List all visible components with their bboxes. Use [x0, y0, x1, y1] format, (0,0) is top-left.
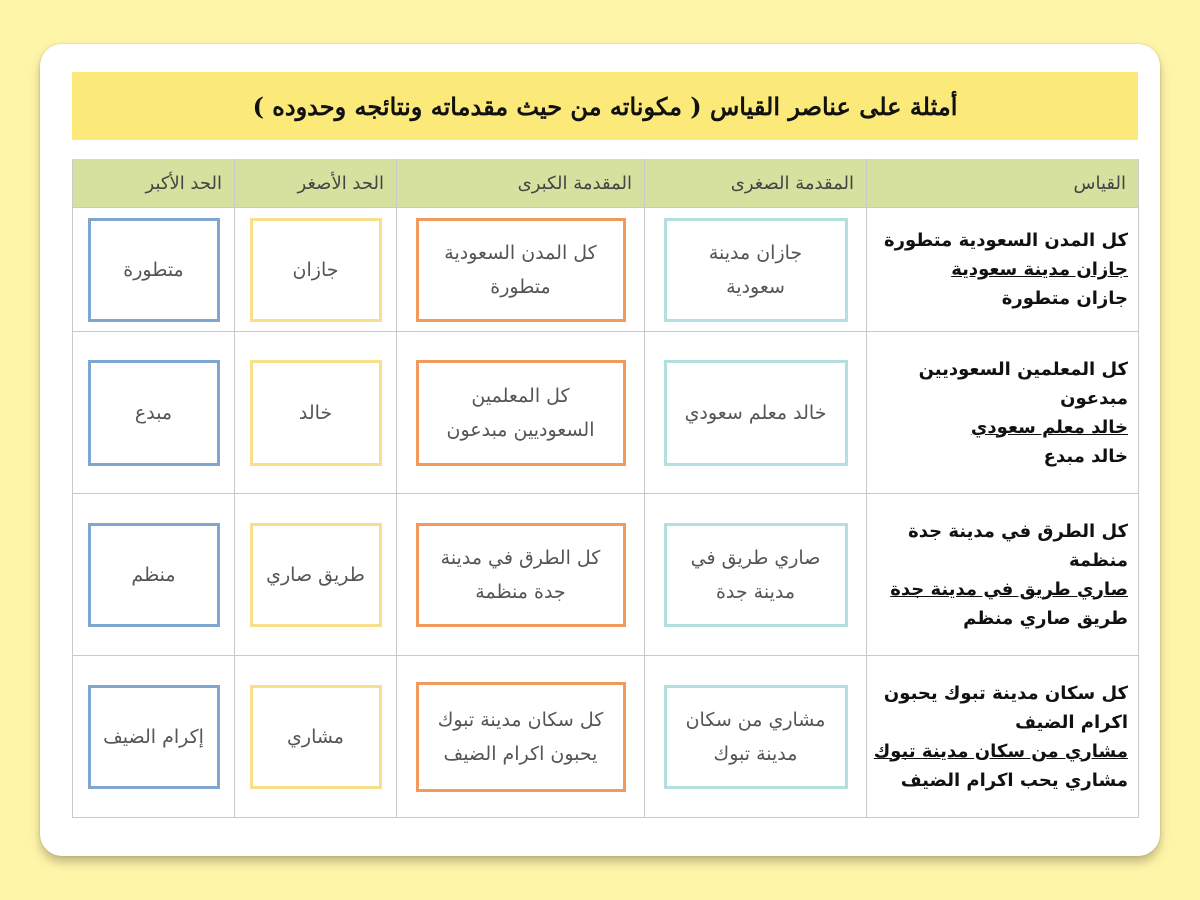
- major-premise-cell: [397, 656, 645, 818]
- syllogism-line: منظمة: [1068, 549, 1128, 571]
- minor-premise-box: جازان مدينة سعودية: [664, 218, 848, 322]
- syllogism-table: [72, 159, 1139, 818]
- syllogism-cell: [867, 332, 1139, 494]
- syllogism-line: كل الطرق في مدينة جدة: [908, 520, 1128, 542]
- header-syllogism: القياس: [867, 159, 1139, 208]
- major-term-cell: [73, 656, 235, 818]
- minor-premise-box: صاري طريق في مدينة جدة: [664, 523, 848, 627]
- syllogism-line: جازان متطورة: [1001, 288, 1128, 309]
- major-term-cell: [73, 208, 235, 332]
- header-major-term: الحد الأكبر: [73, 159, 235, 208]
- minor-premise-cell: [645, 656, 867, 818]
- major-premise-cell: [397, 332, 645, 494]
- syllogism-line-underlined: صاري طريق في مدينة جدة: [890, 578, 1128, 600]
- major-term-box: إكرام الضيف: [88, 685, 220, 789]
- syllogism-line-underlined: جازان مدينة سعودية: [951, 259, 1128, 280]
- syllogism-line: خالد مبدع: [1043, 445, 1128, 467]
- minor-term-box: طريق صاري: [250, 523, 382, 627]
- syllogism-line: كل المدن السعودية متطورة: [884, 230, 1128, 251]
- header-minor-term: الحد الأصغر: [235, 159, 397, 208]
- minor-premise-cell: [645, 494, 867, 656]
- minor-term-box: مشاري: [250, 685, 382, 789]
- table-row: [73, 494, 1139, 656]
- minor-term-box: خالد: [250, 360, 382, 466]
- minor-premise-cell: [645, 332, 867, 494]
- syllogism-line: طريق صاري منظم: [963, 607, 1128, 629]
- table-row: [73, 656, 1139, 818]
- minor-term-cell: [235, 656, 397, 818]
- syllogism-line: مشاري يحب اكرام الضيف: [900, 769, 1128, 791]
- major-premise-cell: [397, 208, 645, 332]
- syllogism-line: كل المعلمين السعوديين: [918, 358, 1128, 380]
- header-major-premise: المقدمة الكبرى: [397, 159, 645, 208]
- syllogism-line: اكرام الضيف: [1015, 711, 1128, 733]
- major-premise-box: كل سكان مدينة تبوك يحبون اكرام الضيف: [416, 682, 626, 792]
- major-term-box: متطورة: [88, 218, 220, 322]
- table-row: [73, 332, 1139, 494]
- header-minor-premise: المقدمة الصغرى: [645, 159, 867, 208]
- minor-term-cell: [235, 208, 397, 332]
- syllogism-line-underlined: مشاري من سكان مدينة تبوك: [873, 740, 1128, 762]
- minor-premise-box: خالد معلم سعودي: [664, 360, 848, 466]
- syllogism-cell: [867, 656, 1139, 818]
- table-row: [73, 208, 1139, 332]
- minor-premise-box: مشاري من سكان مدينة تبوك: [664, 685, 848, 789]
- syllogism-line: كل سكان مدينة تبوك يحبون: [883, 682, 1128, 704]
- syllogism-line: مبدعون: [1060, 387, 1128, 409]
- minor-term-cell: [235, 332, 397, 494]
- major-premise-box: كل الطرق في مدينة جدة منظمة: [416, 523, 626, 627]
- major-premise-box: كل المعلمين السعوديين مبدعون: [416, 360, 626, 466]
- syllogism-cell: [867, 494, 1139, 656]
- major-term-cell: [73, 332, 235, 494]
- major-term-cell: [73, 494, 235, 656]
- page-title: أمثلة على عناصر القياس ( مكوناته من حيث مقدماته ونتائجه وحدوده ): [252, 91, 958, 121]
- major-premise-box: كل المدن السعودية متطورة: [416, 218, 626, 322]
- minor-premise-cell: [645, 208, 867, 332]
- title-banner: [72, 72, 1138, 140]
- minor-term-box: جازان: [250, 218, 382, 322]
- major-term-box: منظم: [88, 523, 220, 627]
- syllogism-cell: [867, 208, 1139, 332]
- major-premise-cell: [397, 494, 645, 656]
- minor-term-cell: [235, 494, 397, 656]
- syllogism-line-underlined: خالد معلم سعودي: [970, 416, 1128, 438]
- header-row: [73, 159, 1139, 208]
- major-term-box: مبدع: [88, 360, 220, 466]
